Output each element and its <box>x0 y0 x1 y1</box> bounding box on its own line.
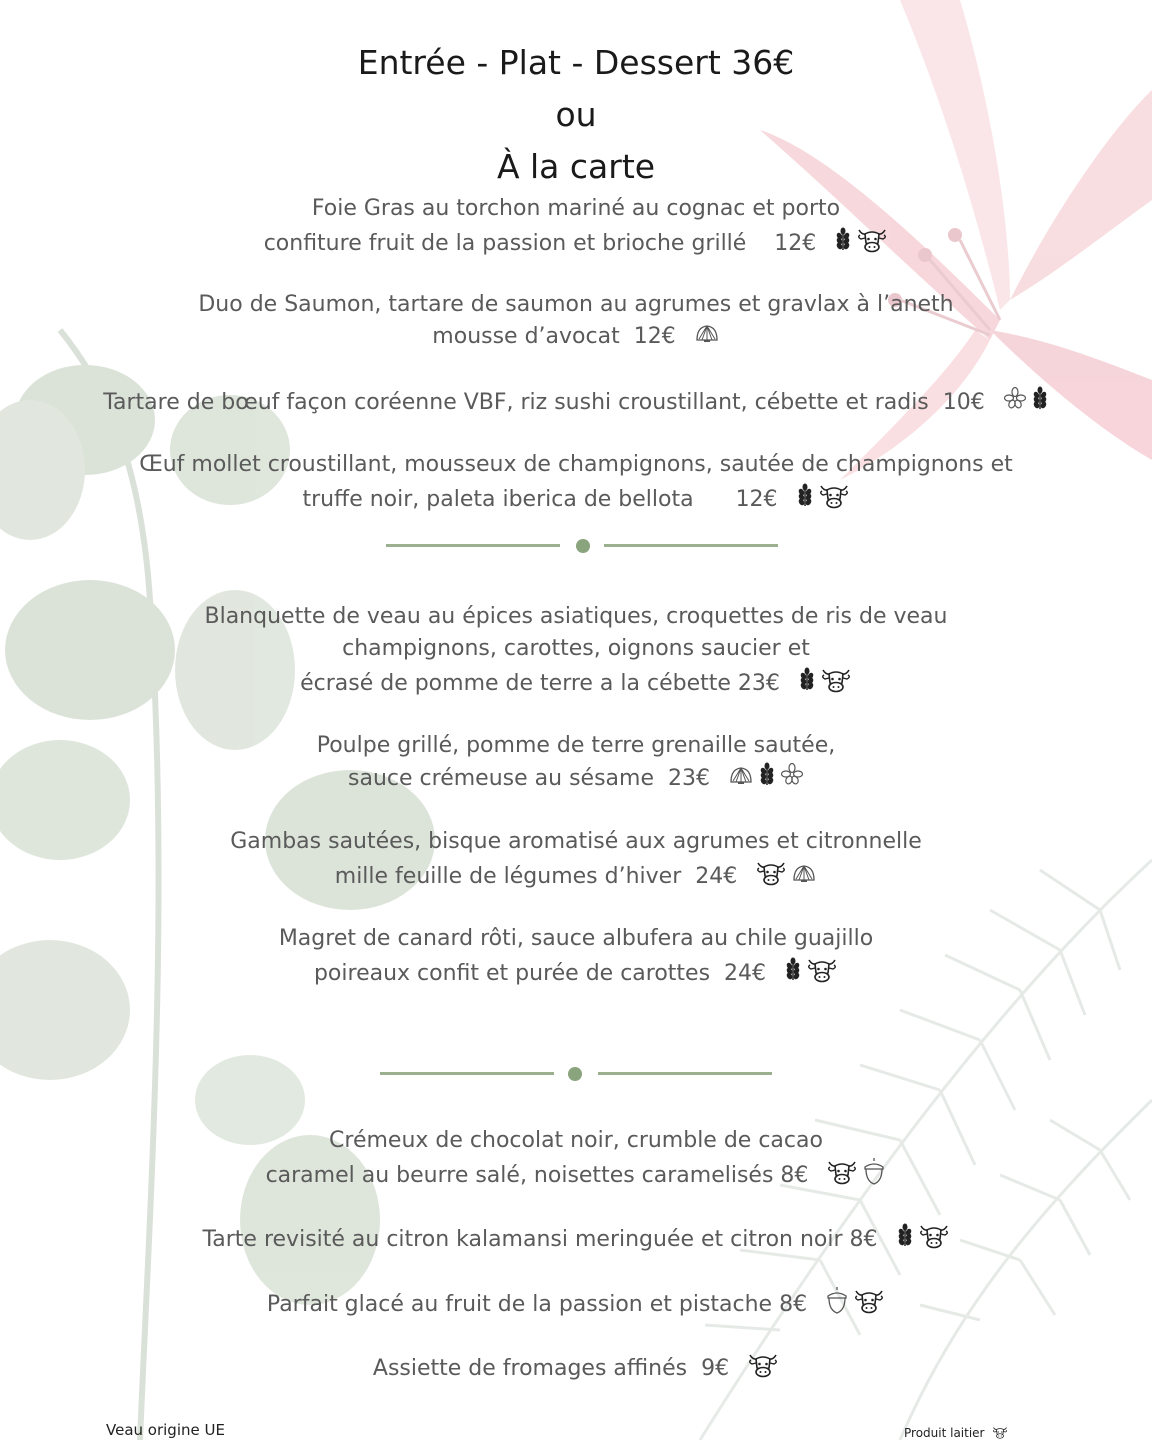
dish-detail: champignons, carottes, oignons saucier et <box>342 636 810 661</box>
dish-detail-text: caramel au beurre salé, noisettes caramelisés 8€ <box>265 1163 809 1188</box>
dish-name: Foie Gras au torchon mariné au cognac et porto <box>311 196 841 221</box>
nut-icon <box>825 1286 849 1324</box>
wheat-icon <box>798 667 816 701</box>
dish-detail <box>0 481 1152 519</box>
dish-detail-text: confiture fruit de la passion et brioche grillé 12€ <box>263 231 817 256</box>
legend-dairy <box>904 1425 1008 1442</box>
dish-detail <box>0 1157 1152 1195</box>
dish-detail <box>0 665 1152 703</box>
a-la-carte-title: À la carte <box>496 147 656 186</box>
dish-name <box>0 1221 1152 1259</box>
veal-origin-note: Veau origine UE <box>106 1421 225 1439</box>
dish-name: Magret de canard rôti, sauce albufera au chile guajillo <box>278 926 874 951</box>
allergen-icons <box>807 1292 885 1317</box>
cow-icon <box>918 1221 950 1259</box>
wheat-icon <box>896 1223 914 1257</box>
section-divider <box>380 1067 772 1079</box>
cow-icon <box>747 1350 779 1388</box>
formula-title: Entrée - Plat - Dessert 36€ <box>357 43 795 82</box>
allergen-icons <box>729 1356 779 1381</box>
dish-detail-text: poireaux confit et purée de carottes 24€ <box>313 961 767 986</box>
allergen-icons <box>778 487 850 512</box>
dish-detail <box>0 321 1152 353</box>
wheat-icon <box>784 957 802 991</box>
cow-icon <box>806 955 838 993</box>
shell-icon <box>791 861 817 893</box>
dish-detail-text: sauce crémeuse au sésame 23€ <box>348 766 710 791</box>
allergen-icons <box>737 864 817 889</box>
dish-name: Blanquette de veau au épices asiatiques, croquettes de ris de veau <box>204 604 948 629</box>
divider-dot <box>568 1067 582 1081</box>
dish-detail <box>0 955 1152 993</box>
wheat-icon <box>1031 386 1049 420</box>
allergen-icons <box>676 324 720 349</box>
dish-name-text: Parfait glacé au fruit de la passion et pistache 8€ <box>266 1292 808 1317</box>
dish-name: Gambas sautées, bisque aromatisé aux agrumes et citronnelle <box>230 829 922 854</box>
dish-name-text: Tartare de bœuf façon coréenne VBF, riz sushi croustillant, cébette et radis 10€ <box>103 390 985 415</box>
cow-icon <box>820 665 852 703</box>
section-divider <box>386 539 778 551</box>
shell-icon <box>728 763 754 795</box>
dish-name: Crémeux de chocolat noir, crumble de cacao <box>329 1128 823 1153</box>
wheat-icon <box>834 227 852 261</box>
allergen-icons <box>710 766 804 791</box>
wheat-icon <box>796 483 814 517</box>
cow-icon <box>818 481 850 519</box>
dish-name: Poulpe grillé, pomme de terre grenaille sautée, <box>316 733 836 758</box>
legend-dairy-label: Produit laitier <box>904 1426 985 1440</box>
dish-name: Duo de Saumon, tartare de saumon au agrumes et gravlax à l’aneth <box>198 292 954 317</box>
dish-name: Œuf mollet croustillant, mousseux de champignons, sautée de champignons et <box>139 452 1013 477</box>
dish-name <box>0 1286 1152 1324</box>
dish-name <box>0 386 1152 420</box>
dish-detail-text: mousse d’avocat 12€ <box>432 324 676 349</box>
dish-detail <box>0 858 1152 896</box>
shell-icon <box>694 321 720 353</box>
dish-name-text: Tarte revisité au citron kalamansi meringuée et citron noir 8€ <box>202 1227 878 1252</box>
dish-detail-text: truffe noir, paleta iberica de bellota 12€ <box>302 487 778 512</box>
formula-or: ou <box>555 95 597 134</box>
dish-name <box>0 1350 1152 1388</box>
dish-detail <box>0 762 1152 796</box>
wheat-icon <box>758 762 776 796</box>
dish-detail <box>0 225 1152 263</box>
cow-icon <box>856 225 888 263</box>
dish-name-text: Assiette de fromages affinés 9€ <box>372 1356 730 1381</box>
allergen-icons <box>808 1163 886 1188</box>
sesame-icon <box>780 762 804 796</box>
allergen-icons <box>816 231 888 256</box>
nut-icon <box>862 1157 886 1195</box>
dish-detail-text: écrasé de pomme de terre a la cébette 23€ <box>300 671 780 696</box>
cow-icon <box>826 1157 858 1195</box>
cow-icon <box>853 1286 885 1324</box>
cow-icon <box>755 858 787 896</box>
allergen-icons <box>985 390 1049 415</box>
legend-icons <box>988 1426 1008 1440</box>
allergen-icons <box>780 671 852 696</box>
divider-dot <box>576 539 590 553</box>
allergen-icons <box>766 961 838 986</box>
dish-detail-text: mille feuille de légumes d’hiver 24€ <box>334 864 738 889</box>
sesame-icon <box>1003 386 1027 420</box>
cow-icon <box>992 1425 1008 1442</box>
allergen-icons <box>878 1227 950 1252</box>
